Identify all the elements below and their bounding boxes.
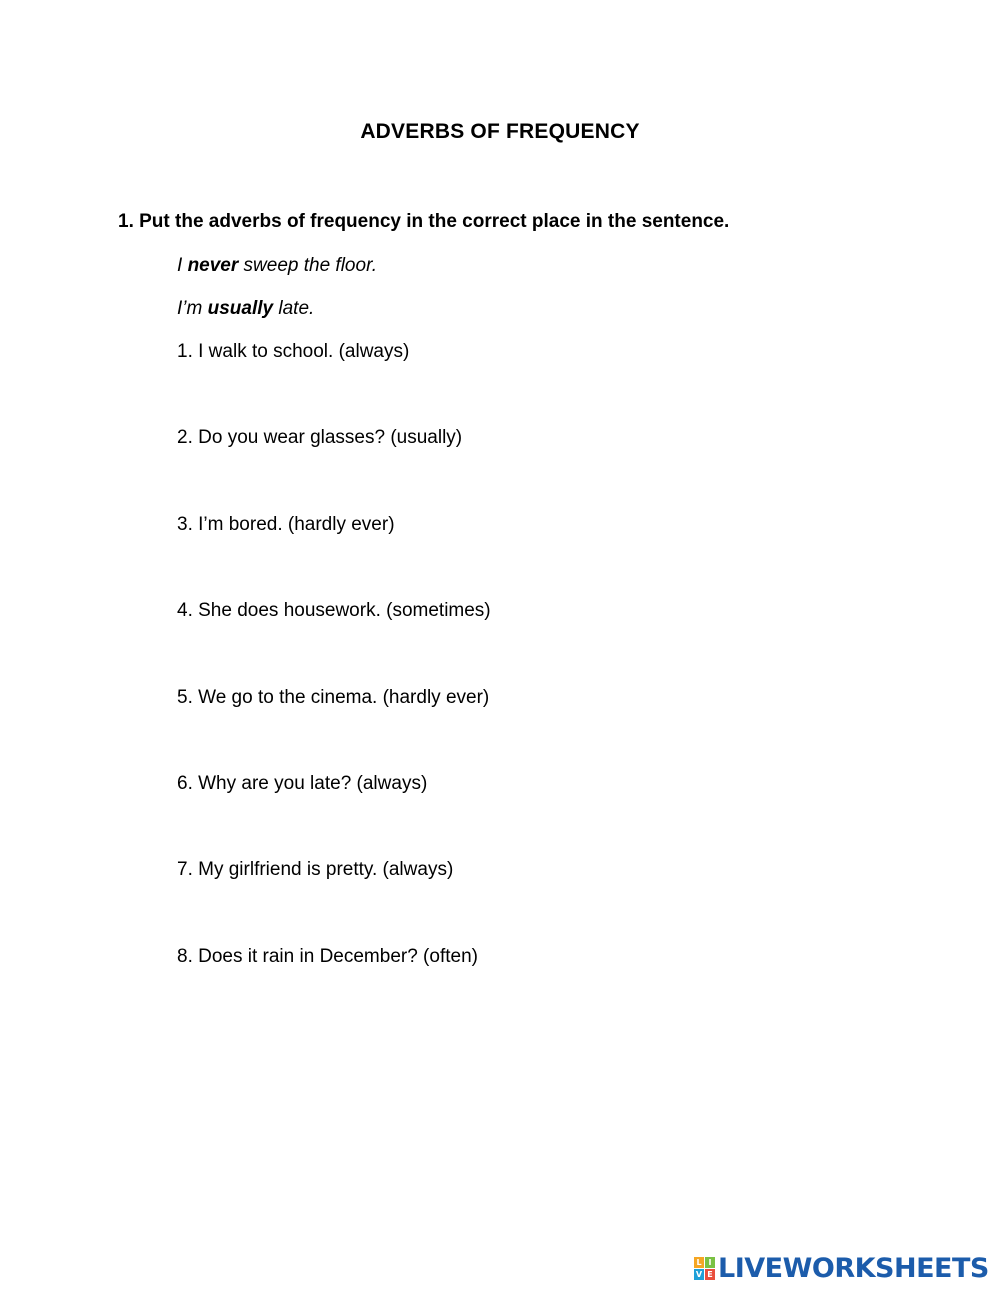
example-text-after: sweep the floor. — [238, 255, 377, 276]
logo-mark-letter: I — [705, 1257, 715, 1268]
logo-mark-letter: L — [694, 1257, 704, 1268]
example-adverb: never — [187, 255, 239, 276]
exercise-item: 2. Do you wear glasses? (usually) — [177, 427, 463, 449]
exercise-item: 4. She does housework. (sometimes) — [177, 600, 491, 622]
exercise-item: 3. I’m bored. (hardly ever) — [177, 513, 395, 535]
logo-mark-icon — [694, 1257, 715, 1280]
example-adverb: usually — [207, 298, 274, 319]
example-text-before: I’m — [177, 298, 208, 319]
exercise-instruction: 1. Put the adverbs of frequency in the correct place in the sentence. — [118, 211, 730, 232]
liveworksheets-logo — [694, 1255, 989, 1282]
exercise-item: 5. We go to the cinema. (hardly ever) — [177, 686, 490, 708]
example-sentence — [177, 255, 377, 277]
page-title: ADVERBS OF FREQUENCY — [360, 120, 640, 143]
exercise-item: 8. Does it rain in December? (often) — [177, 945, 478, 967]
example-sentence — [177, 298, 314, 320]
exercise-item: 7. My girlfriend is pretty. (always) — [177, 859, 454, 881]
exercise-item: 1. I walk to school. (always) — [177, 341, 410, 362]
example-text-before: I — [177, 255, 188, 276]
example-text-after: late. — [273, 298, 315, 319]
exercise-list — [177, 341, 491, 1032]
exercise-item: 6. Why are you late? (always) — [177, 772, 428, 794]
logo-mark-letter: V — [695, 1270, 703, 1279]
logo-mark-letter: E — [705, 1269, 715, 1280]
logo-text: LIVEWORKSHEETS — [718, 1253, 989, 1284]
